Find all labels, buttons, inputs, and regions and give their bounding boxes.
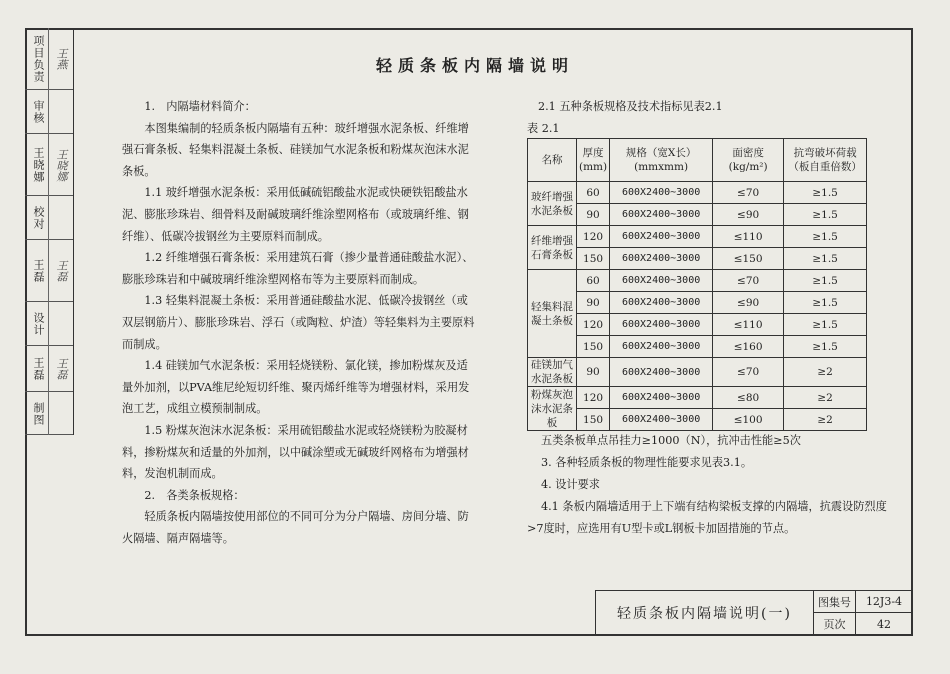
sign-label: 设计 — [28, 302, 49, 346]
header-thickness — [577, 139, 610, 182]
item-1-4: 1.4 硅镁加气水泥条板：采用轻烧镁粉、氯化镁，掺加粉煤灰及适量外加剂，以PVA维尼纶短切纤维、聚丙烯纤维等为增强材料，采用发泡工艺，成组立模预制制成。 — [122, 359, 470, 416]
table-row — [528, 387, 867, 409]
load-cell: ≥1.5 — [784, 182, 867, 204]
size-cell: 600X2400~3000 — [610, 358, 713, 387]
page-label: 页次 — [814, 613, 856, 635]
item-1-3: 1.3 轻集料混凝土条板：采用普通硅酸盐水泥、低碳冷拔钢丝（或双层钢筋片）、膨胀珍珠岩、浮石（或陶粒、炉渣）等轻集料为主要原料而制成。 — [122, 294, 475, 351]
table-row — [528, 248, 867, 270]
atlas-number: 12J3-4 — [856, 591, 912, 613]
table-row — [528, 226, 867, 248]
size-cell: 600X2400~3000 — [610, 248, 713, 270]
density-cell: ≤90 — [713, 292, 784, 314]
thickness-cell: 120 — [577, 387, 610, 409]
header-text: (kg/m²) — [728, 161, 768, 173]
table-row — [528, 336, 867, 358]
sign-label: 王磊 — [28, 240, 49, 302]
signature: 王磊 — [55, 260, 68, 282]
right-intro — [527, 96, 856, 139]
load-cell: ≥1.5 — [784, 248, 867, 270]
load-cell: ≥1.5 — [784, 292, 867, 314]
section-4-heading: 4. 设计要求 — [541, 478, 600, 491]
size-cell: 600X2400~3000 — [610, 292, 713, 314]
density-cell: ≤70 — [713, 270, 784, 292]
size-cell: 600X2400~3000 — [610, 182, 713, 204]
table-row — [528, 204, 867, 226]
density-cell: ≤90 — [713, 204, 784, 226]
hang-force-note: 五类条板单点吊挂力≥1000（N），抗冲击性能≥5次 — [541, 434, 801, 447]
size-cell: 600X2400~3000 — [610, 314, 713, 336]
table-row — [528, 270, 867, 292]
table-row — [528, 182, 867, 204]
density-cell: ≤70 — [713, 358, 784, 387]
load-cell: ≥1.5 — [784, 270, 867, 292]
sign-cell — [25, 134, 73, 196]
load-cell: ≥1.5 — [784, 314, 867, 336]
header-name — [528, 139, 577, 182]
load-cell: ≥1.5 — [784, 336, 867, 358]
product-name-cell: 玻纤增强水泥条板 — [528, 182, 577, 226]
header-text: 厚度 — [582, 147, 604, 159]
sign-cell — [25, 302, 73, 346]
thickness-cell: 60 — [577, 270, 610, 292]
page-title: 轻质条板内隔墙说明 — [375, 56, 574, 75]
header-text: 抗弯破坏荷载 — [793, 147, 857, 159]
size-cell: 600X2400~3000 — [610, 226, 713, 248]
table-row — [528, 409, 867, 431]
section-2-heading: 2. 各类条板规格： — [144, 488, 245, 502]
sign-label: 王晓娜 — [28, 134, 49, 196]
load-cell: ≥1.5 — [784, 204, 867, 226]
thickness-cell: 150 — [577, 336, 610, 358]
table-row — [528, 292, 867, 314]
sign-cell — [25, 392, 73, 435]
density-cell: ≤70 — [713, 182, 784, 204]
signature-strip — [25, 28, 74, 435]
item-4-1: 4.1 条板内隔墙适用于上下端有结构梁板支撑的内隔墙，抗震设防烈度>7度时，应选用有U型卡或L钢板卡加固措施的节点。 — [527, 500, 887, 535]
signature: 王晓娜 — [55, 148, 68, 182]
header-text: 名称 — [541, 154, 563, 166]
table-caption: 表 2.1 — [527, 121, 560, 135]
intro-paragraph: 本图集编制的轻质条板内隔墙有五种：玻纤增强水泥条板、纤维增强石膏条板、轻集料混凝土条板、硅镁加气水泥条板和粉煤灰泡沫水泥条板。 — [122, 121, 469, 178]
title-block — [595, 590, 913, 636]
item-1-2: 1.2 纤维增强石膏条板：采用建筑石膏（掺少量普通硅酸盐水泥）、膨胀珍珠岩和中碱玻璃纤维涂塑网格布等为主要原料而制成。 — [122, 251, 474, 286]
notes-below-table — [527, 430, 887, 540]
signature: 王燕 — [55, 48, 68, 70]
density-cell: ≤110 — [713, 226, 784, 248]
load-cell: ≥2 — [784, 409, 867, 431]
sign-label: 校对 — [28, 196, 49, 240]
atlas-label: 图集号 — [814, 591, 856, 613]
density-cell: ≤80 — [713, 387, 784, 409]
size-cell: 600X2400~3000 — [610, 270, 713, 292]
thickness-cell: 120 — [577, 314, 610, 336]
sign-cell — [25, 196, 73, 240]
size-cell: 600X2400~3000 — [610, 409, 713, 431]
table-intro: 2.1 五种条板规格及技术指标见表2.1 — [538, 100, 723, 113]
thickness-cell: 90 — [577, 292, 610, 314]
thickness-cell: 90 — [577, 204, 610, 226]
table-row — [528, 314, 867, 336]
load-cell: ≥2 — [784, 387, 867, 409]
size-cell: 600X2400~3000 — [610, 204, 713, 226]
density-cell: ≤110 — [713, 314, 784, 336]
header-density — [713, 139, 784, 182]
size-cell: 600X2400~3000 — [610, 336, 713, 358]
thickness-cell: 60 — [577, 182, 610, 204]
header-size — [610, 139, 713, 182]
sign-label: 审核 — [28, 90, 49, 134]
table-row — [528, 358, 867, 387]
product-name-cell: 硅镁加气水泥条板 — [528, 358, 577, 387]
size-cell: 600X2400~3000 — [610, 387, 713, 409]
sign-cell — [25, 90, 73, 134]
density-cell: ≤100 — [713, 409, 784, 431]
section-3: 3. 各种轻质条板的物理性能要求见表3.1。 — [541, 456, 753, 469]
thickness-cell: 120 — [577, 226, 610, 248]
density-cell: ≤160 — [713, 336, 784, 358]
sign-label: 制图 — [28, 392, 49, 435]
header-text: 规格（宽X长） — [625, 147, 697, 159]
load-cell: ≥2 — [784, 358, 867, 387]
header-text: 面密度 — [732, 147, 764, 159]
header-text: （板自重倍数） — [788, 161, 862, 173]
section-2-text: 轻质条板内隔墙按使用部位的不同可分为分户隔墙、房间分墙、防火隔墙、隔声隔墙等。 — [122, 510, 469, 545]
section-1-heading: 1. 内隔墙材料简介： — [144, 100, 256, 113]
spec-table — [527, 138, 867, 431]
header-load — [784, 139, 867, 182]
page-number: 42 — [877, 617, 891, 631]
item-1-1: 1.1 玻纤增强水泥条板：采用低碱硫铝酸盐水泥或快硬铁铝酸盐水泥、膨胀珍珠岩、细骨料及耐碱玻璃纤维涂塑网格布（或玻璃纤维、钢纤维）、低碳冷拔钢丝为主要原料而制成。 — [122, 186, 469, 243]
product-name-cell: 轻集料混凝土条板 — [528, 270, 577, 358]
header-text: (mm) — [579, 161, 608, 173]
signature: 王磊 — [55, 358, 68, 380]
thickness-cell: 90 — [577, 358, 610, 387]
thickness-cell: 150 — [577, 409, 610, 431]
sign-label: 王磊 — [28, 346, 49, 392]
title-block-name: 轻质条板内隔墙说明(一) — [596, 591, 814, 635]
load-cell: ≥1.5 — [784, 226, 867, 248]
sign-label: 项目负责 — [28, 28, 49, 90]
header-text: (mmxmm) — [634, 161, 689, 173]
sign-cell — [25, 346, 73, 392]
product-name-cell: 纤维增强石膏条板 — [528, 226, 577, 270]
density-cell: ≤150 — [713, 248, 784, 270]
thickness-cell: 150 — [577, 248, 610, 270]
product-name-cell: 粉煤灰泡沫水泥条板 — [528, 387, 577, 431]
item-1-5: 1.5 粉煤灰泡沫水泥条板：采用硫铝酸盐水泥或轻烧镁粉为胶凝材料，掺粉煤灰和适量的外加剂，以中碱涂塑或无碱玻纤网格布为增强材料，发泡机制而成。 — [122, 423, 469, 481]
left-column — [122, 96, 477, 549]
sign-cell — [25, 240, 73, 302]
